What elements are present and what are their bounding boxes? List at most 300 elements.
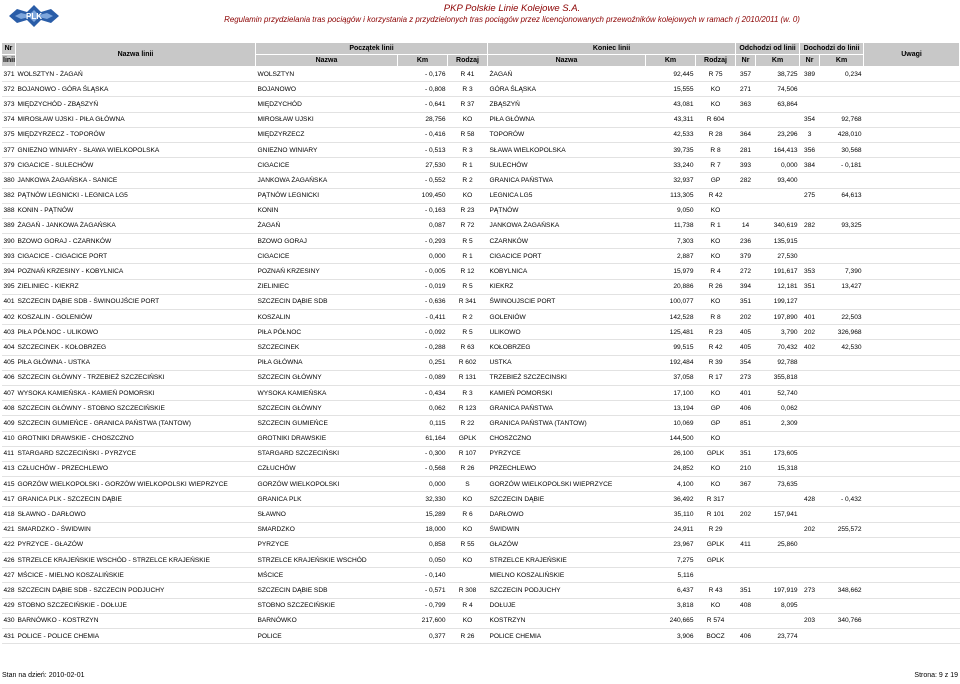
cell-end-type: R 1 xyxy=(696,218,736,233)
cell-line-nr: 413 xyxy=(2,461,16,476)
svg-text:PLK: PLK xyxy=(26,12,42,21)
cell-start-type: R 23 xyxy=(448,203,488,218)
cell-from-km xyxy=(756,522,800,537)
cell-to-nr xyxy=(800,234,820,249)
cell-to-km xyxy=(820,446,864,461)
table-row xyxy=(2,203,960,218)
cell-from-nr: 351 xyxy=(736,294,756,309)
table-row xyxy=(2,598,960,613)
cell-line-nr: 428 xyxy=(2,583,16,598)
cell-remarks xyxy=(864,431,960,446)
cell-line-nr: 421 xyxy=(2,522,16,537)
cell-remarks xyxy=(864,97,960,112)
cell-to-nr xyxy=(800,97,820,112)
cell-from-nr: 411 xyxy=(736,537,756,552)
cell-remarks xyxy=(864,249,960,264)
cell-start-type: R 123 xyxy=(448,401,488,416)
cell-line-nr: 382 xyxy=(2,188,16,203)
cell-start-km: - 0,568 xyxy=(398,461,448,476)
cell-start-type: R 1 xyxy=(448,158,488,173)
cell-start-km: 0,000 xyxy=(398,477,448,492)
cell-to-nr: 351 xyxy=(800,279,820,294)
header-start-name: Nazwa xyxy=(256,55,398,67)
cell-remarks xyxy=(864,112,960,127)
cell-to-nr xyxy=(800,203,820,218)
cell-end-km: 17,100 xyxy=(646,385,696,400)
cell-from-km: 38,725 xyxy=(756,67,800,82)
cell-end-name: KOŁOBRZEG xyxy=(488,340,646,355)
cell-line-name: SZCZECIN GŁÓWNY - TRZEBIEŻ SZCZECIŃSKI xyxy=(16,370,256,385)
cell-line-nr: 403 xyxy=(2,325,16,340)
table-row xyxy=(2,127,960,142)
cell-from-nr: 367 xyxy=(736,477,756,492)
cell-end-km: 125,481 xyxy=(646,325,696,340)
cell-to-km xyxy=(820,628,864,643)
table-row xyxy=(2,461,960,476)
cell-from-km xyxy=(756,568,800,583)
cell-start-name: WOLSZTYN xyxy=(256,67,398,82)
cell-to-nr xyxy=(800,628,820,643)
cell-from-nr: 210 xyxy=(736,461,756,476)
cell-end-km: 3,906 xyxy=(646,628,696,643)
cell-start-type: KO xyxy=(448,522,488,537)
table-row xyxy=(2,97,960,112)
cell-end-type: KO xyxy=(696,97,736,112)
cell-start-name: MŚCICE xyxy=(256,568,398,583)
table-row xyxy=(2,401,960,416)
cell-end-km: 240,665 xyxy=(646,613,696,628)
cell-start-km: - 0,163 xyxy=(398,203,448,218)
cell-end-name: ULIKOWO xyxy=(488,325,646,340)
cell-from-nr xyxy=(736,553,756,568)
cell-line-name: BZOWO GORAJ - CZARNKÓW xyxy=(16,234,256,249)
cell-end-km: 192,484 xyxy=(646,355,696,370)
cell-start-km: - 0,799 xyxy=(398,598,448,613)
cell-start-km: - 0,176 xyxy=(398,67,448,82)
cell-end-name: PIŁA GŁÓWNA xyxy=(488,112,646,127)
cell-end-type: R 317 xyxy=(696,492,736,507)
cell-end-km: 113,305 xyxy=(646,188,696,203)
cell-end-type: KO xyxy=(696,203,736,218)
cell-to-km xyxy=(820,461,864,476)
table-row xyxy=(2,218,960,233)
cell-to-km: - 0,181 xyxy=(820,158,864,173)
cell-end-type: R 4 xyxy=(696,264,736,279)
cell-end-name: GRANICA PAŃSTWA (TANTOW) xyxy=(488,416,646,431)
cell-end-type: BOCZ xyxy=(696,628,736,643)
cell-to-nr: 402 xyxy=(800,340,820,355)
cell-remarks xyxy=(864,82,960,97)
cell-line-nr: 406 xyxy=(2,370,16,385)
cell-start-km: - 0,513 xyxy=(398,142,448,157)
cell-end-type: GP xyxy=(696,401,736,416)
cell-to-km xyxy=(820,507,864,522)
cell-end-name: ŚWINOUJSCIE PORT xyxy=(488,294,646,309)
cell-end-name: JANKOWA ŻAGAŃSKA xyxy=(488,218,646,233)
cell-start-name: STARGARD SZCZECIŃSKI xyxy=(256,446,398,461)
cell-to-km: 348,662 xyxy=(820,583,864,598)
cell-from-nr: 401 xyxy=(736,385,756,400)
cell-line-nr: 427 xyxy=(2,568,16,583)
cell-line-name: SMARDZKO - ŚWIDWIN xyxy=(16,522,256,537)
cell-line-name: SŁAWNO - DARŁOWO xyxy=(16,507,256,522)
cell-from-km: 92,788 xyxy=(756,355,800,370)
header-remarks: Uwagi xyxy=(864,43,960,67)
cell-from-km xyxy=(756,613,800,628)
cell-remarks xyxy=(864,401,960,416)
cell-end-km: 9,050 xyxy=(646,203,696,218)
table-row xyxy=(2,234,960,249)
cell-to-km xyxy=(820,97,864,112)
cell-end-km: 99,515 xyxy=(646,340,696,355)
cell-start-km: 0,000 xyxy=(398,249,448,264)
cell-to-nr xyxy=(800,446,820,461)
cell-line-name: PĄTNÓW LEGNICKI - LEGNICA LG5 xyxy=(16,188,256,203)
cell-end-name: KOSTRZYN xyxy=(488,613,646,628)
cell-remarks xyxy=(864,492,960,507)
cell-start-type: R 5 xyxy=(448,234,488,249)
cell-end-name: GÓRA ŚLĄSKA xyxy=(488,82,646,97)
cell-start-type: R 602 xyxy=(448,355,488,370)
cell-remarks xyxy=(864,385,960,400)
cell-line-name: SZCZECIN DĄBIE SDB - ŚWINOUJŚCIE PORT xyxy=(16,294,256,309)
cell-to-nr xyxy=(800,249,820,264)
cell-from-km: 27,530 xyxy=(756,249,800,264)
cell-end-km: 6,437 xyxy=(646,583,696,598)
cell-start-type xyxy=(448,568,488,583)
cell-start-type: R 4 xyxy=(448,598,488,613)
table-row xyxy=(2,613,960,628)
cell-to-km: 42,530 xyxy=(820,340,864,355)
cell-to-nr: 401 xyxy=(800,310,820,325)
cell-end-name: POLICE CHEMIA xyxy=(488,628,646,643)
header-end-km: Km xyxy=(646,55,696,67)
cell-to-km: 30,568 xyxy=(820,142,864,157)
cell-end-km: 15,555 xyxy=(646,82,696,97)
cell-remarks xyxy=(864,613,960,628)
cell-end-name: KAMIEŃ POMORSKI xyxy=(488,385,646,400)
cell-line-name: CZŁUCHÓW - PRZECHLEWO xyxy=(16,461,256,476)
cell-end-name: TOPORÓW xyxy=(488,127,646,142)
cell-line-nr: 379 xyxy=(2,158,16,173)
cell-start-type: R 131 xyxy=(448,370,488,385)
cell-start-km: - 0,416 xyxy=(398,127,448,142)
cell-from-km: 23,296 xyxy=(756,127,800,142)
cell-start-km: - 0,552 xyxy=(398,173,448,188)
cell-to-km xyxy=(820,431,864,446)
cell-remarks xyxy=(864,310,960,325)
cell-line-name: PIŁA GŁÓWNA - USTKA xyxy=(16,355,256,370)
cell-end-km: 100,077 xyxy=(646,294,696,309)
cell-from-nr xyxy=(736,568,756,583)
cell-end-type: R 29 xyxy=(696,522,736,537)
footer-page: Strona: 9 z 19 xyxy=(914,672,958,679)
cell-start-type: KO xyxy=(448,188,488,203)
cell-start-km: - 0,005 xyxy=(398,264,448,279)
cell-to-km: 7,390 xyxy=(820,264,864,279)
cell-end-name: DARŁOWO xyxy=(488,507,646,522)
cell-from-nr: 379 xyxy=(736,249,756,264)
header-to-nr: Nr xyxy=(800,55,820,67)
cell-line-nr: 417 xyxy=(2,492,16,507)
cell-start-km: 0,251 xyxy=(398,355,448,370)
cell-end-name: LEGNICA LG5 xyxy=(488,188,646,203)
cell-start-name: WYSOKA KAMIEŃSKA xyxy=(256,385,398,400)
cell-to-nr xyxy=(800,385,820,400)
table-row xyxy=(2,553,960,568)
cell-remarks xyxy=(864,553,960,568)
cell-line-nr: 375 xyxy=(2,127,16,142)
table-row xyxy=(2,583,960,598)
cell-to-nr xyxy=(800,507,820,522)
cell-end-km: 32,937 xyxy=(646,173,696,188)
cell-to-km xyxy=(820,294,864,309)
cell-from-nr xyxy=(736,188,756,203)
header-from-km: Km xyxy=(756,55,800,67)
plk-logo-icon xyxy=(7,3,61,29)
cell-line-name: WOLSZTYN - ŻAGAŃ xyxy=(16,67,256,82)
cell-end-name: SULECHÓW xyxy=(488,158,646,173)
header-line-name: Nazwa linii xyxy=(16,43,256,67)
cell-start-km: - 0,019 xyxy=(398,279,448,294)
cell-line-nr: 410 xyxy=(2,431,16,446)
table-row xyxy=(2,416,960,431)
header-branch-from: Odchodzi od linii xyxy=(736,43,800,55)
cell-from-km: 0,000 xyxy=(756,158,800,173)
cell-remarks xyxy=(864,279,960,294)
cell-start-type: R 58 xyxy=(448,127,488,142)
cell-line-nr: 430 xyxy=(2,613,16,628)
cell-remarks xyxy=(864,325,960,340)
lines-table-container xyxy=(1,42,959,644)
cell-line-name: ZIELINIEC - KIEKRZ xyxy=(16,279,256,294)
table-row xyxy=(2,568,960,583)
cell-to-nr: 389 xyxy=(800,67,820,82)
cell-from-nr: 14 xyxy=(736,218,756,233)
table-row xyxy=(2,158,960,173)
cell-line-nr: 409 xyxy=(2,416,16,431)
header-nr: Nr xyxy=(2,43,16,55)
cell-from-nr: 351 xyxy=(736,583,756,598)
cell-from-km: 0,062 xyxy=(756,401,800,416)
cell-start-km: - 0,293 xyxy=(398,234,448,249)
cell-end-km: 11,738 xyxy=(646,218,696,233)
cell-remarks xyxy=(864,188,960,203)
cell-end-name: CIGACICE PORT xyxy=(488,249,646,264)
cell-start-type: R 1 xyxy=(448,249,488,264)
header-start-type: Rodzaj xyxy=(448,55,488,67)
cell-start-km: - 0,092 xyxy=(398,325,448,340)
table-row xyxy=(2,340,960,355)
cell-from-nr: 363 xyxy=(736,97,756,112)
cell-start-km: - 0,571 xyxy=(398,583,448,598)
cell-start-km: - 0,434 xyxy=(398,385,448,400)
cell-from-nr: 354 xyxy=(736,355,756,370)
cell-line-name: BARNÓWKO - KOSTRZYN xyxy=(16,613,256,628)
cell-from-km: 157,941 xyxy=(756,507,800,522)
cell-start-type: GPLK xyxy=(448,431,488,446)
cell-to-nr: 202 xyxy=(800,522,820,537)
table-body xyxy=(2,67,960,644)
cell-start-type: R 26 xyxy=(448,628,488,643)
cell-to-nr xyxy=(800,401,820,416)
cell-from-nr: 357 xyxy=(736,67,756,82)
table-row xyxy=(2,173,960,188)
cell-end-km: 33,240 xyxy=(646,158,696,173)
cell-start-name: MIĘDZYCHÓD xyxy=(256,97,398,112)
cell-end-km: 24,852 xyxy=(646,461,696,476)
table-row xyxy=(2,431,960,446)
cell-line-nr: 373 xyxy=(2,97,16,112)
cell-start-km: 18,000 xyxy=(398,522,448,537)
cell-start-name: SŁAWNO xyxy=(256,507,398,522)
cell-to-km xyxy=(820,537,864,552)
cell-to-nr: 282 xyxy=(800,218,820,233)
table-row xyxy=(2,446,960,461)
cell-start-km: - 0,288 xyxy=(398,340,448,355)
cell-to-km xyxy=(820,234,864,249)
cell-line-name: CIGACICE - SULECHÓW xyxy=(16,158,256,173)
cell-from-nr: 281 xyxy=(736,142,756,157)
cell-to-km: 255,572 xyxy=(820,522,864,537)
cell-start-name: GROTNIKI DRAWSKIE xyxy=(256,431,398,446)
cell-end-type: R 23 xyxy=(696,325,736,340)
cell-end-km: 20,886 xyxy=(646,279,696,294)
cell-end-km: 13,194 xyxy=(646,401,696,416)
cell-start-name: MIĘDZYRZECZ xyxy=(256,127,398,142)
cell-start-name: PIŁA PÓŁNOC xyxy=(256,325,398,340)
cell-to-km xyxy=(820,553,864,568)
cell-start-name: MIROSŁAW UJSKI xyxy=(256,112,398,127)
cell-start-km: 0,062 xyxy=(398,401,448,416)
cell-to-km xyxy=(820,370,864,385)
cell-start-name: ZIELINIEC xyxy=(256,279,398,294)
cell-line-name: STRZELCE KRAJEŃSKIE WSCHÓD - STRZELCE KRAJEŃSKIE xyxy=(16,553,256,568)
cell-end-type: GPLK xyxy=(696,553,736,568)
cell-to-km: 64,613 xyxy=(820,188,864,203)
cell-line-nr: 402 xyxy=(2,310,16,325)
cell-end-type: KO xyxy=(696,477,736,492)
cell-line-name: MIĘDZYCHÓD - ZBĄSZYŃ xyxy=(16,97,256,112)
cell-line-name: KONIN - PĄTNÓW xyxy=(16,203,256,218)
cell-line-nr: 429 xyxy=(2,598,16,613)
cell-line-name: STOBNO SZCZECIŃSKIE - DOŁUJE xyxy=(16,598,256,613)
cell-line-name: CIGACICE - CIGACICE PORT xyxy=(16,249,256,264)
cell-start-name: SZCZECIN GŁÓWNY xyxy=(256,370,398,385)
cell-end-type: R 574 xyxy=(696,613,736,628)
cell-end-type: KO xyxy=(696,294,736,309)
cell-start-type: R 3 xyxy=(448,385,488,400)
cell-start-km: 0,050 xyxy=(398,553,448,568)
cell-line-nr: 408 xyxy=(2,401,16,416)
cell-start-km: 0,377 xyxy=(398,628,448,643)
cell-from-nr xyxy=(736,112,756,127)
cell-end-name: ŚWIDWIN xyxy=(488,522,646,537)
cell-start-type: R 341 xyxy=(448,294,488,309)
cell-start-name: BARNÓWKO xyxy=(256,613,398,628)
cell-end-name: GOLENIÓW xyxy=(488,310,646,325)
cell-to-nr xyxy=(800,173,820,188)
table-row xyxy=(2,370,960,385)
cell-to-nr xyxy=(800,598,820,613)
cell-end-name: STRZELCE KRAJEŃSKIE xyxy=(488,553,646,568)
cell-start-name: BOJANOWO xyxy=(256,82,398,97)
cell-start-name: SZCZECIN DĄBIE SDB xyxy=(256,583,398,598)
cell-from-km: 70,432 xyxy=(756,340,800,355)
cell-remarks xyxy=(864,583,960,598)
cell-remarks xyxy=(864,461,960,476)
cell-line-name: PIŁA PÓŁNOC - ULIKOWO xyxy=(16,325,256,340)
cell-from-km: 23,774 xyxy=(756,628,800,643)
cell-to-km: 326,968 xyxy=(820,325,864,340)
cell-end-type: R 17 xyxy=(696,370,736,385)
cell-end-km: 3,818 xyxy=(646,598,696,613)
cell-line-nr: 377 xyxy=(2,142,16,157)
cell-line-name: WYSOKA KAMIEŃSKA - KAMIEŃ POMORSKI xyxy=(16,385,256,400)
cell-from-km xyxy=(756,188,800,203)
cell-start-type: R 55 xyxy=(448,537,488,552)
lines-table xyxy=(1,42,960,644)
header-end-type: Rodzaj xyxy=(696,55,736,67)
cell-start-name: STOBNO SZCZECIŃSKIE xyxy=(256,598,398,613)
table-row xyxy=(2,492,960,507)
cell-line-nr: 404 xyxy=(2,340,16,355)
cell-start-km: - 0,808 xyxy=(398,82,448,97)
cell-end-km: 142,528 xyxy=(646,310,696,325)
cell-start-type: R 2 xyxy=(448,310,488,325)
header-branch-to: Dochodzi do linii xyxy=(800,43,864,55)
cell-start-type: R 2 xyxy=(448,173,488,188)
cell-from-km: 12,181 xyxy=(756,279,800,294)
cell-line-nr: 374 xyxy=(2,112,16,127)
cell-to-nr xyxy=(800,537,820,552)
cell-from-nr: 393 xyxy=(736,158,756,173)
cell-to-km xyxy=(820,416,864,431)
cell-end-name: SŁAWA WIELKOPOLSKA xyxy=(488,142,646,157)
cell-to-nr: 353 xyxy=(800,264,820,279)
cell-end-km: 5,116 xyxy=(646,568,696,583)
cell-line-nr: 415 xyxy=(2,477,16,492)
cell-end-km: 2,887 xyxy=(646,249,696,264)
cell-end-type: GPLK xyxy=(696,537,736,552)
cell-start-type: R 5 xyxy=(448,279,488,294)
cell-remarks xyxy=(864,234,960,249)
cell-start-km: - 0,140 xyxy=(398,568,448,583)
cell-line-name: SZCZECIN GŁÓWNY - STOBNO SZCZECIŃSKIE xyxy=(16,401,256,416)
cell-to-nr xyxy=(800,370,820,385)
cell-end-name: TRZEBIEŻ SZCZECINSKI xyxy=(488,370,646,385)
cell-to-km: 92,768 xyxy=(820,112,864,127)
cell-end-km: 7,303 xyxy=(646,234,696,249)
cell-end-name: KIEKRZ xyxy=(488,279,646,294)
cell-start-name: PYRZYCE xyxy=(256,537,398,552)
table-row xyxy=(2,628,960,643)
cell-start-name: GORZÓW WIELKOPOLSKI xyxy=(256,477,398,492)
cell-start-type: KO xyxy=(448,492,488,507)
cell-from-km xyxy=(756,431,800,446)
header-to-km: Km xyxy=(820,55,864,67)
cell-end-name: GRANICA PAŃSTWA xyxy=(488,173,646,188)
cell-end-km: 26,100 xyxy=(646,446,696,461)
cell-start-name: GRANICA PLK xyxy=(256,492,398,507)
cell-line-nr: 411 xyxy=(2,446,16,461)
cell-to-nr: 428 xyxy=(800,492,820,507)
cell-from-nr: 408 xyxy=(736,598,756,613)
cell-from-km: 340,619 xyxy=(756,218,800,233)
cell-end-name: ŻAGAŃ xyxy=(488,67,646,82)
cell-line-nr: 394 xyxy=(2,264,16,279)
cell-start-km: - 0,089 xyxy=(398,370,448,385)
